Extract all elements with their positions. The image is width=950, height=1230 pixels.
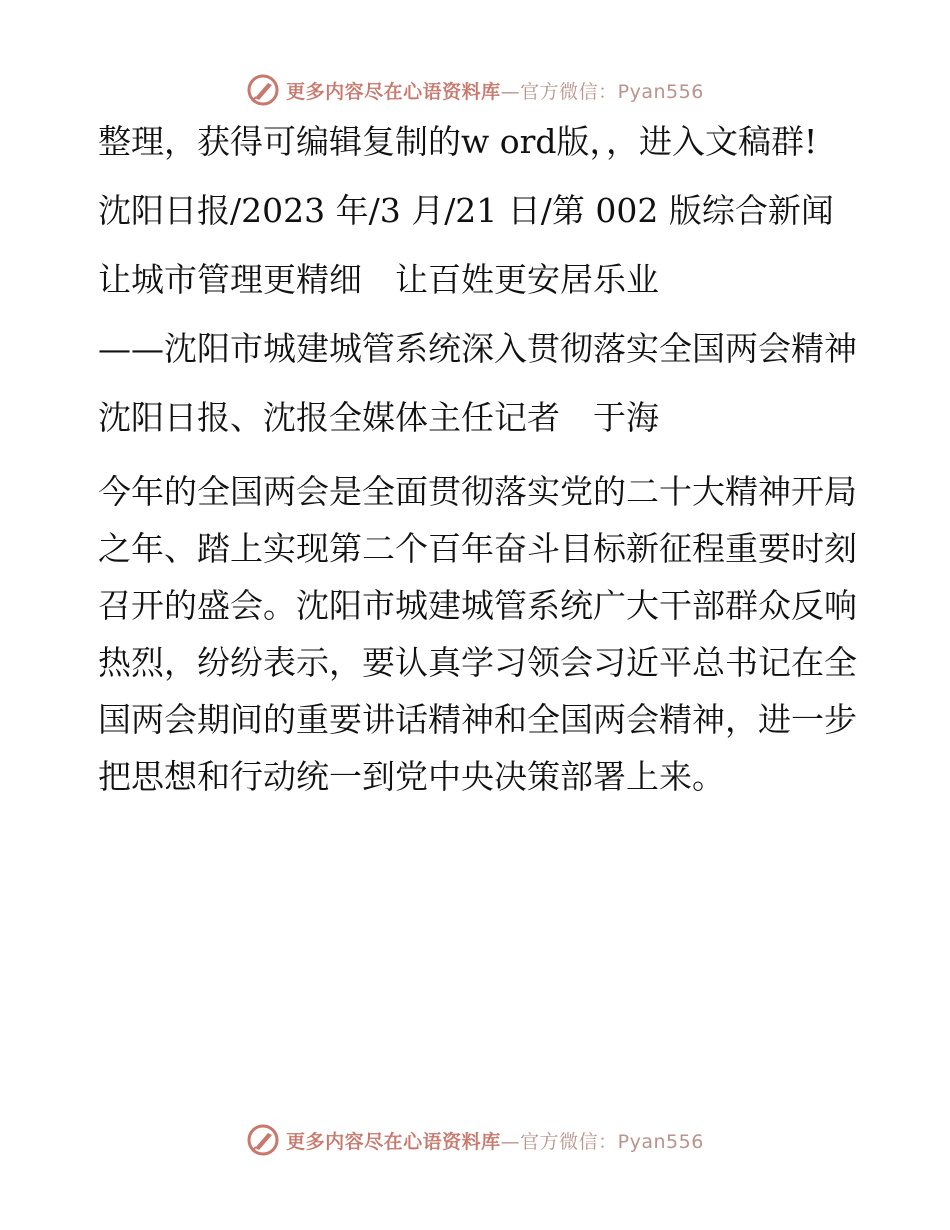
quill-circle-icon — [246, 73, 280, 107]
byline: 沈阳日报、沈报全媒体主任记者 于海 — [98, 398, 659, 437]
headline: 让城市管理更精细 让百姓更安居乐业 — [98, 260, 659, 299]
source-line: 沈阳日报/2023 年/3 月/21 日/第 002 版综合新闻 — [98, 191, 834, 230]
subheadline: ——沈阳市城建城管系统深入贯彻落实全国两会精神 — [98, 329, 857, 368]
watermark-text — [286, 1127, 704, 1154]
watermark-sub: —官方微信：Pyan556 — [500, 80, 704, 103]
document-body — [98, 118, 858, 805]
watermark-sub: —官方微信：Pyan556 — [500, 1130, 704, 1153]
footer-watermark — [0, 1120, 950, 1160]
header-watermark — [0, 70, 950, 110]
quill-circle-icon — [246, 1123, 280, 1157]
watermark-main: 更多内容尽在心语资料库 — [286, 1130, 501, 1153]
watermark-main: 更多内容尽在心语资料库 — [286, 80, 501, 103]
watermark-text — [286, 77, 704, 104]
article-paragraph: 今年的全国两会是全面贯彻落实党的二十大精神开局之年、踏上实现第二个百年奋斗目标新征程重要时刻召开的盛会。沈阳市城建城管系统广大干部群众反响热烈，纷纷表示，要认真学习领会习近平总书记在全国两会期间的重要讲话精神和全国两会精神，进一步把思想和行动统一到党中央决策部署上来。 — [98, 472, 857, 796]
intro-note: 整理，获得可编辑复制的w ord版，，进入文稿群! — [98, 122, 818, 161]
